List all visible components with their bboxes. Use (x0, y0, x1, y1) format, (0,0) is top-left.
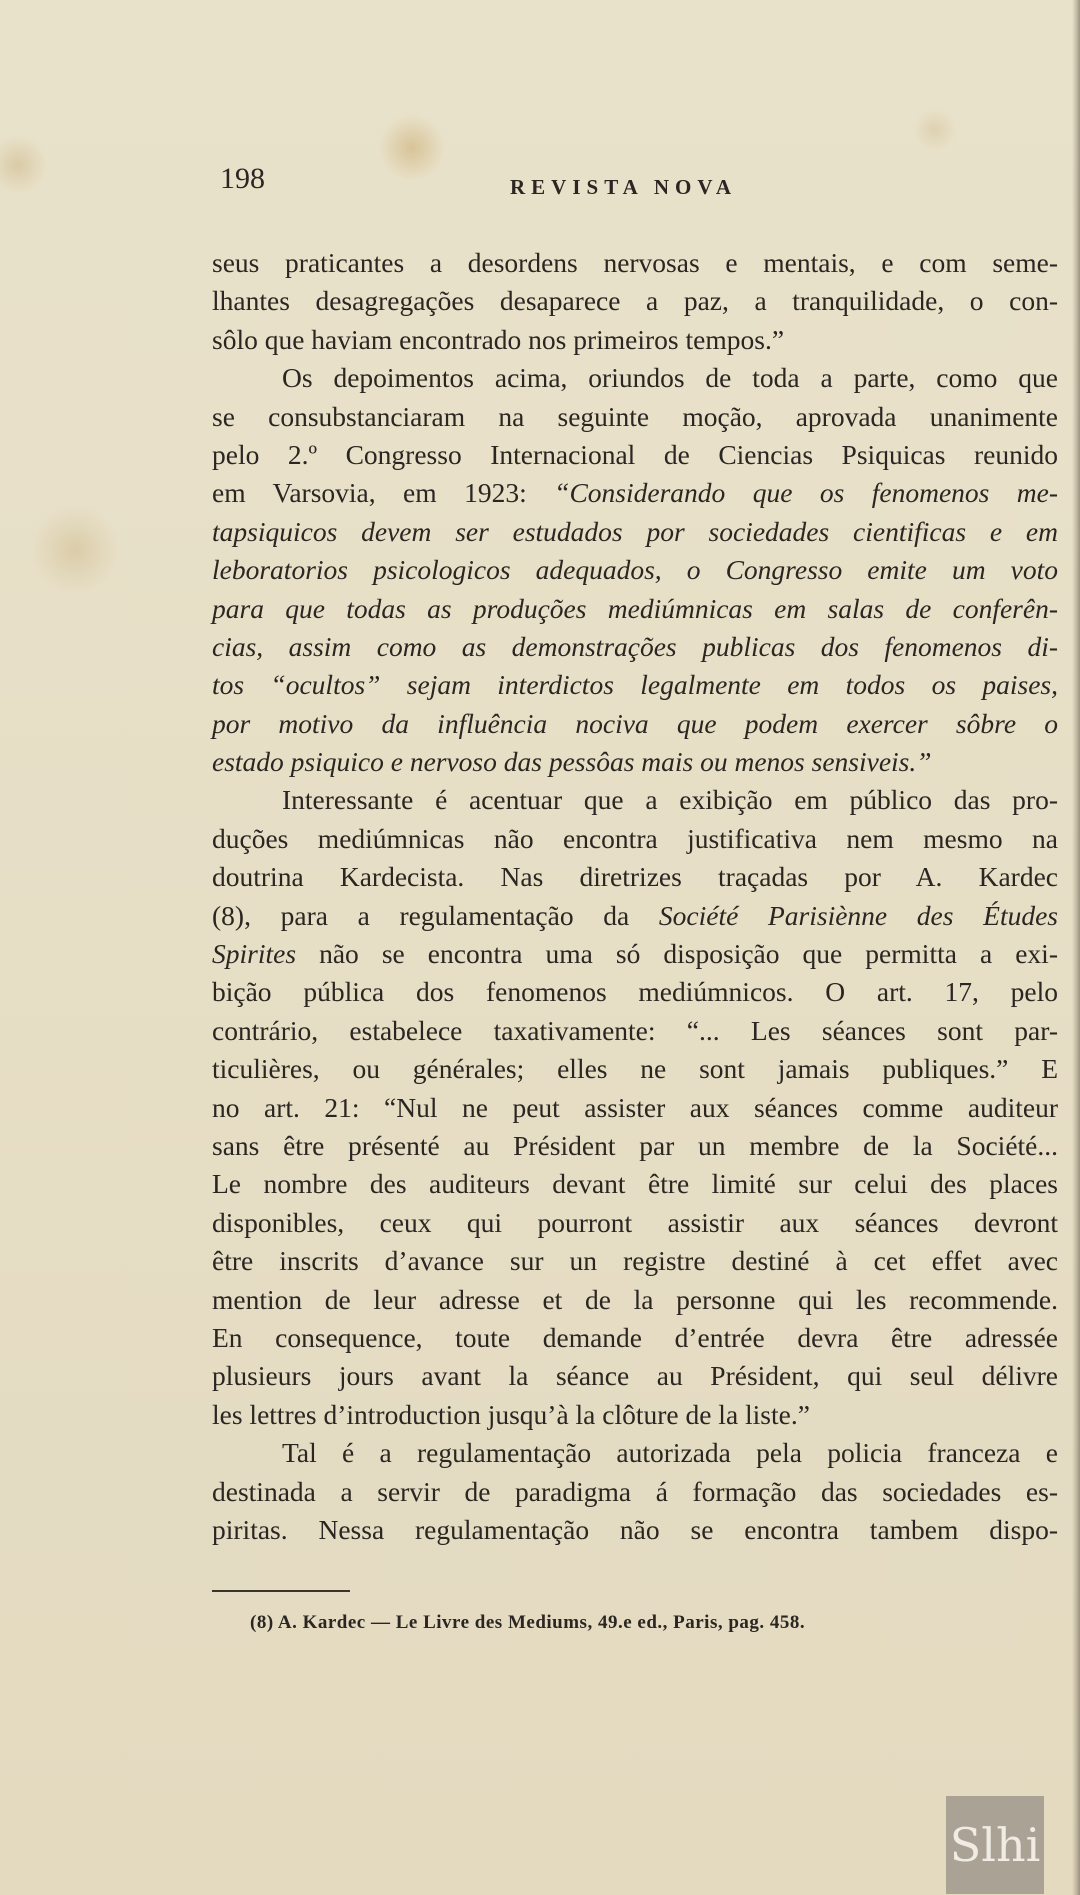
text-line (212, 628, 1058, 666)
text-line (212, 474, 1058, 512)
text-segment: duções mediúmnicas não encontra justificativa nem mesmo na (212, 822, 1058, 854)
text-segment: “Considerando que os fenomenos me- (554, 477, 1058, 509)
text-segment: bição pública dos fenomenos mediúmnicos. O art. 17, pelo (212, 976, 1058, 1008)
text-line (212, 858, 1058, 896)
text-line (212, 1357, 1058, 1395)
text-line (212, 781, 1058, 819)
text-line (212, 359, 1058, 397)
running-head: REVISTA NOVA (510, 175, 738, 199)
text-line (212, 705, 1058, 743)
text-segment: para que todas as produções mediúmnicas em salas de conferên- (212, 592, 1058, 624)
text-segment: mention de leur adresse et de la personne qui les recommende. (212, 1283, 1058, 1315)
text-line (212, 590, 1058, 628)
body-text (212, 244, 1058, 1549)
text-segment: Le nombre des auditeurs devant être limité sur celui des places (212, 1168, 1058, 1200)
text-line (212, 1473, 1058, 1511)
text-segment: em Varsovia, em 1923: (212, 477, 555, 509)
text-line (212, 1204, 1058, 1242)
text-line (212, 935, 1058, 973)
text-line (212, 282, 1058, 320)
text-segment: Tal é a regulamentação autorizada pela policia franceza e (282, 1437, 1058, 1469)
text-segment: sans être présenté au Président par un membre de la Société... (212, 1129, 1058, 1161)
text-line (212, 666, 1058, 704)
text-segment: estado psiquico e nervoso das pessôas mais ou menos sensiveis.” (212, 746, 932, 778)
text-line (212, 1165, 1058, 1203)
text-segment: disponibles, ceux qui pourront assistir aux séances devront (212, 1206, 1058, 1238)
text-segment: seus praticantes a desordens nervosas e mentais, e com seme- (212, 247, 1058, 278)
text-segment: leboratorios psicologicos adequados, o Congresso emite um voto (212, 554, 1058, 586)
text-segment: cias, assim como as demonstrações publicas dos fenomenos di- (212, 630, 1058, 662)
text-line (212, 1012, 1058, 1050)
text-segment: piritas. Nessa regulamentação não se encontra tambem dispo- (212, 1513, 1058, 1545)
text-segment: sôlo que haviam encontrado nos primeiros tempos.” (212, 323, 785, 355)
text-line (212, 1089, 1058, 1127)
text-line (212, 398, 1058, 436)
text-segment: les lettres d’introduction jusqu’à la clôture de la liste.” (212, 1398, 810, 1430)
text-segment: ticulières, ou générales; elles ne sont jamais publiques.” E (212, 1053, 1058, 1085)
text-segment: se consubstanciaram na seguinte moção, aprovada unanimente (212, 400, 1058, 432)
text-segment: destinada a servir de paradigma á formação das sociedades es- (212, 1475, 1058, 1507)
text-line (212, 1511, 1058, 1549)
text-segment: não se encontra uma só disposição que permitta a exi- (296, 938, 1058, 970)
text-segment: tapsiquicos devem ser estudados por sociedades cientificas e em (212, 515, 1058, 547)
text-segment: doutrina Kardecista. Nas diretrizes traçadas por A. Kardec (212, 861, 1058, 893)
text-line (212, 1434, 1058, 1472)
text-line (212, 1319, 1058, 1357)
text-line (212, 1050, 1058, 1088)
text-segment: contrário, estabelece taxativamente: “... Les séances sont par- (212, 1014, 1058, 1046)
text-segment: lhantes desagregações desaparece a paz, a tranquilidade, o con- (212, 285, 1058, 317)
text-line (212, 1127, 1058, 1165)
text-segment: être inscrits d’avance sur un registre destiné à cet effet avec (212, 1245, 1058, 1277)
text-segment: Société Parisiènne des Études (658, 899, 1058, 931)
text-segment: no art. 21: “Nul ne peut assister aux séances comme auditeur (212, 1091, 1058, 1123)
text-line (212, 743, 1058, 781)
text-line (212, 973, 1058, 1011)
text-line (212, 513, 1058, 551)
text-line (212, 551, 1058, 589)
text-segment: (8), para a regulamentação da (212, 899, 659, 931)
text-segment: por motivo da influência nociva que podem exercer sôbre o (212, 707, 1058, 739)
text-segment: Spirites (212, 938, 297, 970)
text-segment: plusieurs jours avant la séance au Président, qui seul délivre (212, 1360, 1058, 1392)
watermark-logo: Slhi (946, 1796, 1044, 1894)
text-segment: pelo 2.º Congresso Internacional de Ciencias Psiquicas reunido (212, 438, 1058, 470)
text-line (212, 1396, 1058, 1434)
text-line (212, 1281, 1058, 1319)
text-line (212, 820, 1058, 858)
text-line (212, 321, 1058, 359)
text-line (212, 244, 1058, 282)
text-segment: Os depoimentos acima, oriundos de toda a parte, como que (282, 362, 1058, 394)
footnote: (8) A. Kardec — Le Livre des Mediums, 49.e ed., Paris, pag. 458. (250, 1612, 806, 1633)
page-number: 198 (220, 162, 265, 195)
page-edge-shadow (1072, 0, 1080, 1895)
footnote-rule (212, 1590, 350, 1592)
text-segment: Interessante é acentuar que a exibição em público das pro- (282, 784, 1058, 816)
text-segment: tos “ocultos” sejam interdictos legalmente em todos os paises, (212, 669, 1058, 701)
text-line (212, 897, 1058, 935)
text-segment: En consequence, toute demande d’entrée devra être adressée (212, 1321, 1058, 1353)
text-line (212, 436, 1058, 474)
text-line (212, 1242, 1058, 1280)
